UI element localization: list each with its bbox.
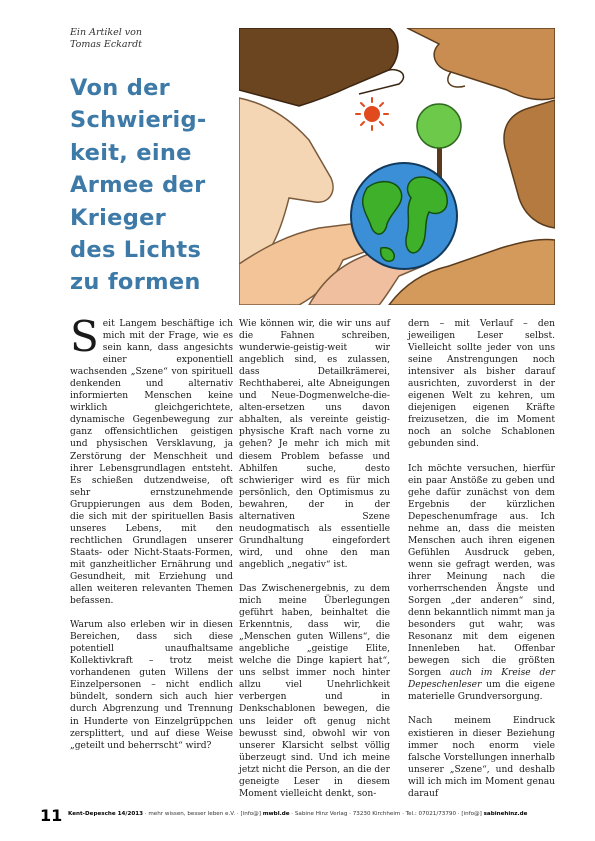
paragraph: Nach meinem Eindruck existieren in dieser Beziehung immer noch enorm viele falsche Vorstellungen innerhalb unserer „Szene“, und deshalb will ich mich im Moment genau darauf <box>408 716 555 799</box>
globe-icon <box>351 163 457 269</box>
emphasis-text: auch im Kreise der Depeschenleser <box>408 668 555 691</box>
magazine-name: Kent-Depesche 14/2013 <box>68 811 144 817</box>
footer-tagline: · mehr wissen, besser leben e.V. · [info@] <box>143 811 263 817</box>
title-line: Krieger <box>70 204 167 231</box>
footer-domain: sabinehinz.de <box>483 811 528 817</box>
footer-publisher: · Sabine Hinz Verlag · 73230 Kirchheim · Tel.: 07021/73790 · [info@] <box>289 811 484 817</box>
title-line: Armee der <box>70 172 206 199</box>
page-number: 11 <box>40 806 63 825</box>
title-line: des Lichts <box>70 237 202 264</box>
paragraph <box>408 463 555 704</box>
paragraph: Wie können wir, die wir uns auf die Fahnen schreiben, wunderwie-geistig-weit wir angeblich sind, es zulassen, dass Detailkrämerei, Rechthaberei, alte Abneigungen und Neue-Dogmenwelche-die-alten-ersetzen uns davon abhalten, als vereinte geistig-physische Kraft nach vorne zu gehen? Je mehr ich mich mit diesem Problem befasse und Abhilfen suche, desto schwieriger wird es für mich persönlich, den Optimismus zu bewahren, der in der alternativen Szene neudogmatisch als essentielle Grundhaltung eingefordert wird, und ohne den man angeblich „negativ“ ist. <box>239 319 390 570</box>
article-title <box>70 72 238 299</box>
title-line: Schwierig- <box>70 107 207 134</box>
byline-line-1: Ein Artikel von <box>70 27 143 38</box>
page-footer <box>40 806 560 826</box>
byline <box>70 27 142 50</box>
title-line: zu formen <box>70 269 201 296</box>
hands-around-globe-illustration <box>239 28 555 305</box>
paragraph-text: Ich möchte versuchen, hierfür ein paar Anstöße zu geben und gehe dafür zunächst von dem Ergebnis der kürzlichen Depeschenumfrage aus. Ich nehme an, dass die meisten Menschen auch ihren eigenen Gefühlen Ausdruck geben, wenn sie gefragt werden, was ihrer Meinung nach die vorherrschenden Ängste und Sorgen „der anderen“ sind, denn bekanntlich nimmt man ja besonders gut wahr, was Resonanz mit dem eigenen Innenleben hat. Offenbar bewegen sich die größten Sorgen <box>408 463 555 679</box>
paragraph: Warum also erleben wir in diesen Bereichen, dass sich diese potentiell unaufhaltsame Kollektivkraft – trotz meist vorhandenen guten Willens der Einzelpersonen – nicht endlich bündelt, sondern sich auch hier durch Abgrenzung und Trennung in Hunderte von Einzelgrüppchen zersplittert, und auf diese Weise „geteilt und beherrscht“ wird? <box>70 620 233 751</box>
text-column-2 <box>239 318 390 812</box>
paragraph <box>70 312 233 607</box>
drop-cap: S <box>70 312 99 361</box>
title-line: keit, eine <box>70 139 192 166</box>
footer-text <box>68 811 527 817</box>
title-line: Von der <box>70 75 171 101</box>
paragraph-text: um die eigene materielle Grundversorgung. <box>408 680 555 703</box>
text-column-3 <box>408 318 555 812</box>
footer-domain: mwbl.de <box>262 811 290 817</box>
sun-icon <box>356 98 388 130</box>
paragraph: dern – mit Verlauf – den jeweiligen Leser selbst. Vielleicht sollte jeder von uns seine Anstrengungen noch intensiver als bisher darauf ausrichten, zuvorderst in der eigenen Welt zu kehren, um diejenigen eigenen Kräfte freizusetzen, die im Moment noch an solche Schablonen gebunden sind. <box>408 319 555 450</box>
text-column-1 <box>70 312 233 764</box>
paragraph: Das Zwischenergebnis, zu dem mich meine Überlegungen geführt haben, beinhaltet die Erkenntnis, dass wir, die „Menschen guten Willens“, die angebliche „geistige Elite, welche die Dinge kapiert hat“, uns selbst immer noch hinter allzu viel Unehrlichkeit verbergen und in Denkschablonen bewegen, die uns leider oft genug nicht bewusst sind, obwohl wir von unserer Klarsicht selbst völlig überzeugt sind. Und ich meine jetzt nicht die Person, an die der geneigte Leser in diesem Moment vielleicht denkt, son- <box>239 583 390 799</box>
paragraph-text: eit Langem beschäftige ich mich mit der Frage, wie es sein kann, dass angesichts einer exponentiell wachsenden „Szene“ von spirituell denkenden und alternativ informierten Menschen keine wirklich gleichgerichtete, dynamische Gegenbewegung zur ganz offensichtlichen geistigen und physischen Versklavung, ja Zerstörung der Menschheit und ihrer Lebensgrundlagen entsteht. Es schießen dutzendweise, oft sehr ernstzunehmende Gruppierungen aus dem Boden, die sich mit der spirituellen Basis unseres Lebens, mit den rechtlichen Grundlagen unserer Staats- oder Nicht-Staats-Formen, mit ganzheitlicher Ernährung und Gesundheit, mit Erziehung und allen weiteren relevanten Themen befassen. <box>70 319 233 607</box>
author-name: Tomas Eckardt <box>70 38 143 50</box>
